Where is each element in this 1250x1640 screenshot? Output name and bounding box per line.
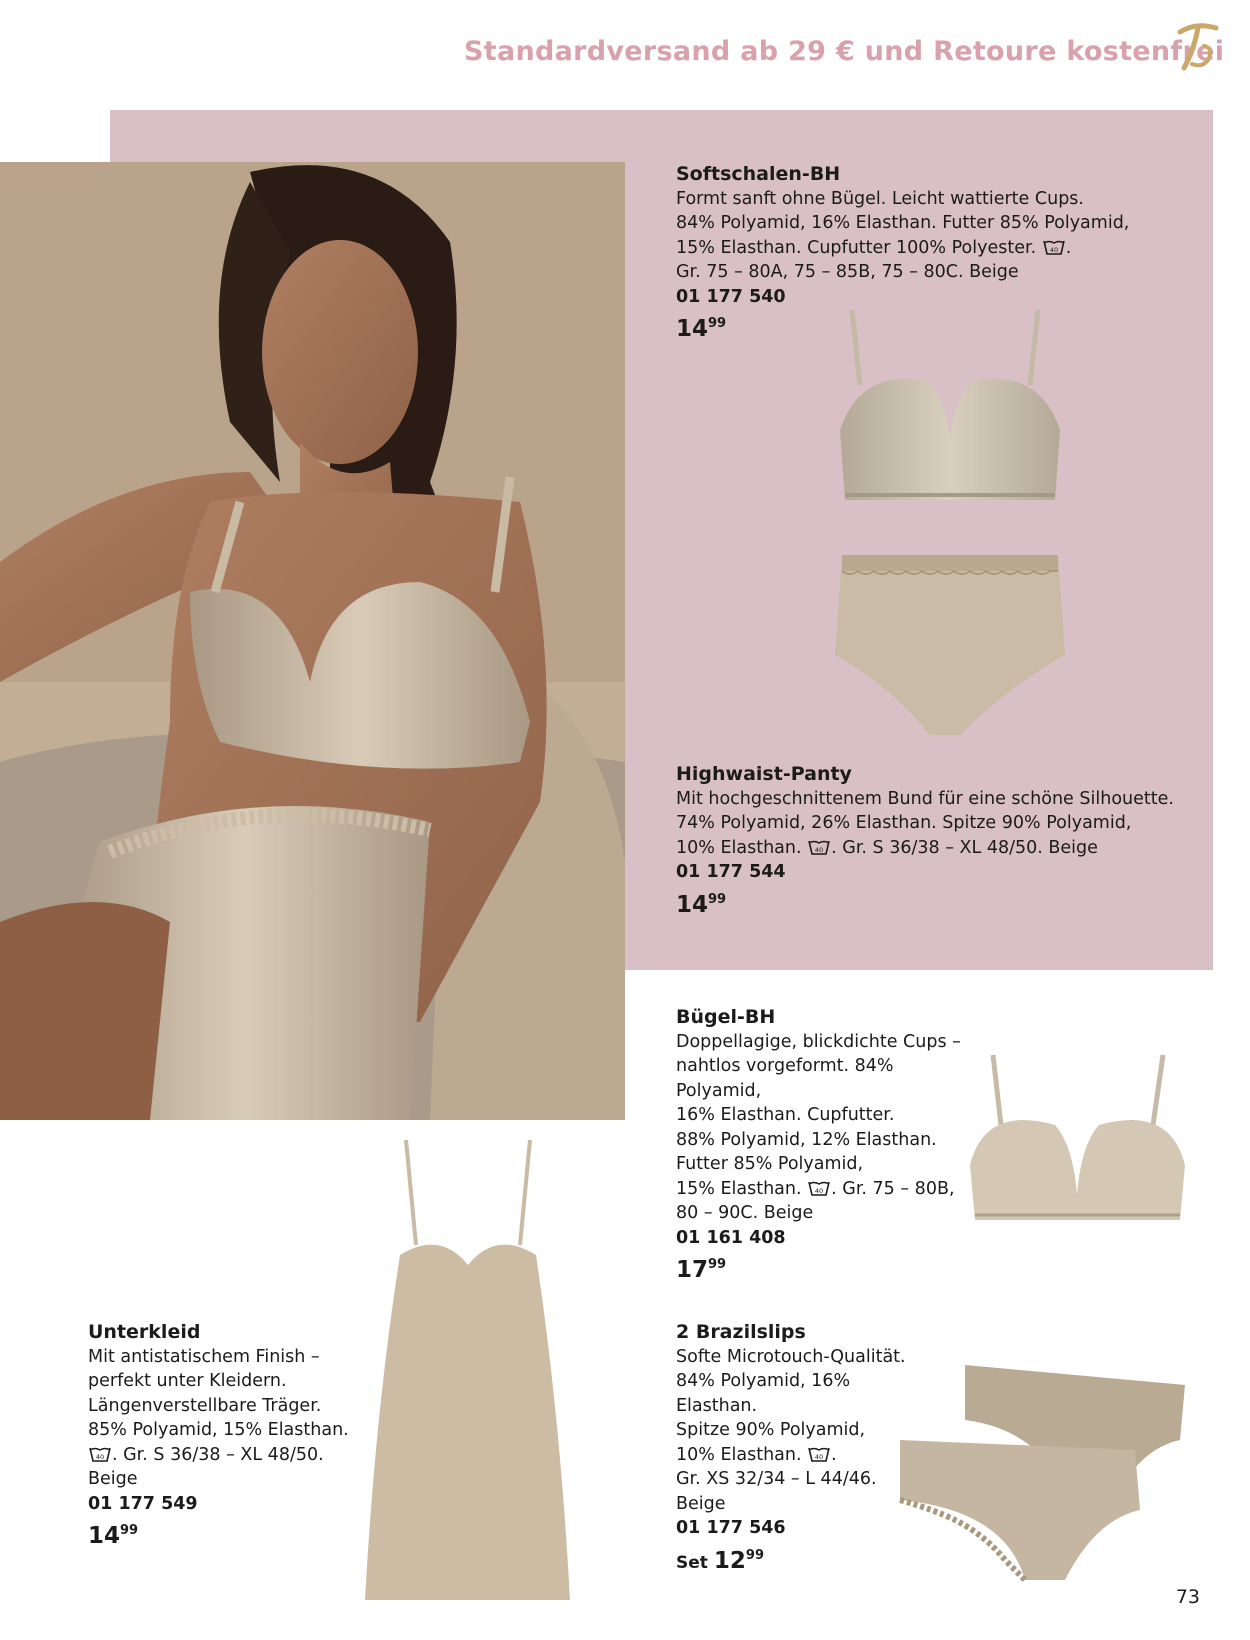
product-line: 10% Elasthan. bbox=[676, 1444, 802, 1465]
product-price: Set $12^{99}$ bbox=[676, 1547, 765, 1574]
brazilslips-image bbox=[895, 1360, 1195, 1585]
shipping-banner bbox=[450, 18, 1225, 84]
highwaist-panty-image bbox=[830, 545, 1070, 745]
product-line: Mit hochgeschnittenem Bund für eine schöne Silhouette. bbox=[676, 788, 1174, 809]
product-title: 2 Brazilslips bbox=[676, 1321, 806, 1343]
product-line: Futter 85% Polyamid, bbox=[676, 1154, 864, 1174]
page-number: 73 bbox=[1175, 1586, 1200, 1608]
wash-40-icon bbox=[807, 838, 831, 856]
product-unterkleid bbox=[88, 1320, 368, 1549]
product-title: Bügel-BH bbox=[676, 1006, 776, 1028]
product-line: Spitze 90% Polyamid, bbox=[676, 1420, 866, 1440]
product-line: . Gr. S 36/38 – XL 48/50. Beige bbox=[831, 837, 1098, 858]
banner-text: Standardversand ab 29 € und Retoure kostenfrei bbox=[464, 35, 1225, 67]
wash-40-icon bbox=[88, 1445, 112, 1463]
product-line: . Gr. S 36/38 – XL 48/50. bbox=[112, 1444, 324, 1465]
product-price: $17^{99}$ bbox=[676, 1257, 727, 1283]
product-line: 88% Polyamid, 12% Elasthan. bbox=[676, 1129, 937, 1150]
product-brazilslips bbox=[676, 1320, 936, 1575]
product-line: Gr. 75 – 80A, 75 – 85B, 75 – 80C. Beige bbox=[676, 262, 1019, 282]
svg-text:40: 40 bbox=[95, 1452, 105, 1461]
product-line: nahtlos vorgeformt. 84% Polyamid, bbox=[676, 1056, 894, 1101]
product-line: Beige bbox=[88, 1469, 138, 1489]
product-line: 84% Polyamid, 16% Elasthan. bbox=[676, 1371, 851, 1416]
product-price: $14^{99}$ bbox=[676, 316, 727, 342]
model-photo bbox=[0, 162, 625, 1120]
svg-text:40: 40 bbox=[815, 845, 824, 854]
product-title: Unterkleid bbox=[88, 1321, 201, 1343]
product-line: Doppellagige, blickdichte Cups – bbox=[676, 1031, 961, 1052]
product-line: Gr. XS 32/34 – L 44/46. bbox=[676, 1469, 877, 1489]
product-line: Längenverstellbare Träger. bbox=[88, 1395, 322, 1416]
svg-text:40: 40 bbox=[815, 1452, 824, 1461]
product-line: Formt sanft ohne Bügel. Leicht wattierte Cups. bbox=[676, 188, 1084, 209]
article-number: 01 161 408 bbox=[676, 1227, 786, 1248]
product-line: 15% Elasthan. bbox=[676, 1178, 802, 1199]
product-line: 85% Polyamid, 15% Elasthan. bbox=[88, 1420, 349, 1440]
product-line: Mit antistatischem Finish – bbox=[88, 1346, 320, 1367]
product-line: 15% Elasthan. Cupfutter 100% Polyester. bbox=[676, 237, 1037, 258]
article-number: 01 177 546 bbox=[676, 1518, 786, 1538]
product-highwaist-panty bbox=[676, 762, 1196, 917]
product-line: . bbox=[831, 1444, 837, 1465]
article-number: 01 177 540 bbox=[676, 286, 786, 307]
product-line: perfekt unter Kleidern. bbox=[88, 1371, 287, 1391]
brand-logo-icon bbox=[1174, 20, 1220, 74]
product-softschalen-bh: Softschalen-BH Formt sanft ohne Bügel. Leicht wattierte Cups. 84% Polyamid, 16% Elasthan. Futter 85% Polyamid, 15% Elasthan. Cupfutter 100% Polyester. 40 . Gr. 75 – 80A, 75 – 85B, 75 – 80C. Beige 01 177 540 $14^{99}$ bbox=[676, 162, 1196, 342]
product-price: $14^{99}$ bbox=[88, 1523, 139, 1549]
wash-40-icon bbox=[807, 1445, 831, 1463]
article-number: 01 177 544 bbox=[676, 862, 786, 882]
product-buegel-bh bbox=[676, 1005, 976, 1283]
article-number: 01 177 549 bbox=[88, 1493, 198, 1514]
product-title: Highwaist-Panty bbox=[676, 763, 852, 785]
product-title: Softschalen-BH bbox=[676, 163, 841, 185]
product-line: 10% Elasthan. bbox=[676, 837, 802, 858]
wash-40-icon bbox=[1042, 238, 1066, 256]
product-line: 16% Elasthan. Cupfutter. bbox=[676, 1105, 895, 1125]
product-line: 74% Polyamid, 26% Elasthan. Spitze 90% Polyamid, bbox=[676, 813, 1132, 833]
product-price: $14^{99}$ bbox=[676, 891, 727, 918]
unterkleid-image bbox=[360, 1135, 575, 1605]
svg-text:40: 40 bbox=[815, 1186, 824, 1195]
product-line: 84% Polyamid, 16% Elasthan. Futter 85% Polyamid, bbox=[676, 213, 1130, 233]
buegel-bh-image bbox=[970, 1120, 1185, 1220]
svg-text:40: 40 bbox=[1049, 245, 1058, 254]
product-line: Beige bbox=[676, 1493, 726, 1514]
product-line: Softe Microtouch-Qualität. bbox=[676, 1346, 906, 1367]
product-line: 80 – 90C. Beige bbox=[676, 1203, 814, 1223]
product-line: . Gr. 75 – 80B, bbox=[831, 1178, 955, 1199]
wash-40-icon bbox=[807, 1179, 831, 1197]
